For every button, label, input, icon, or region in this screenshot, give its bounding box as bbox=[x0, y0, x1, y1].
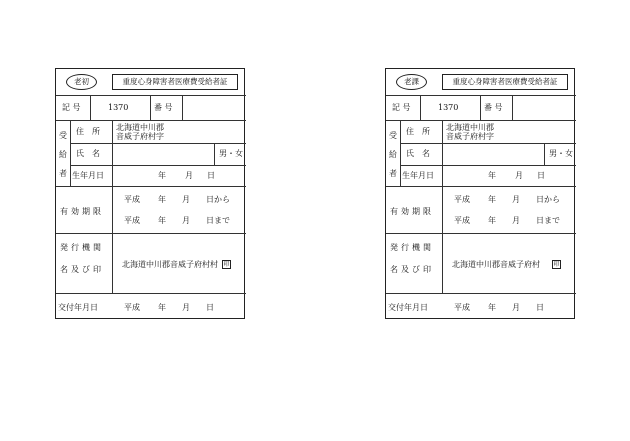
divider bbox=[150, 95, 151, 120]
divider bbox=[400, 120, 401, 186]
issue-date-label: 交付年月日 bbox=[388, 303, 428, 312]
divider bbox=[400, 165, 576, 166]
gender: 男・女 bbox=[219, 149, 243, 158]
valid-to-day: 日まで bbox=[206, 216, 230, 225]
issue-date-month: 月 bbox=[512, 303, 520, 312]
kigou-value: 1370 bbox=[438, 103, 459, 112]
divider bbox=[182, 95, 183, 120]
badge: 老課 bbox=[396, 74, 427, 90]
divider bbox=[112, 120, 113, 293]
valid-to-year: 年 bbox=[158, 216, 166, 225]
validity-label: 有効期限 bbox=[60, 207, 104, 216]
issue-date-month: 月 bbox=[182, 303, 190, 312]
issue-date-year: 年 bbox=[158, 303, 166, 312]
address-label: 住 所 bbox=[406, 127, 430, 136]
issuer-value: 北海道中川郡音威子府村村 bbox=[122, 260, 218, 269]
name-label: 氏 名 bbox=[406, 149, 430, 158]
dob-year: 年 bbox=[158, 171, 166, 180]
issue-date-era: 平成 bbox=[454, 303, 470, 312]
valid-from-year: 年 bbox=[158, 195, 166, 204]
kigou-value: 1370 bbox=[108, 103, 129, 112]
address-label: 住 所 bbox=[76, 127, 100, 136]
card-title: 重度心身障害者医療費受給者証 bbox=[112, 74, 238, 90]
issue-date-label: 交付年月日 bbox=[58, 303, 98, 312]
valid-from-year: 年 bbox=[488, 195, 496, 204]
name-label: 氏 名 bbox=[76, 149, 100, 158]
divider bbox=[70, 120, 71, 186]
recipient-label: 給 bbox=[59, 150, 67, 159]
issue-date-era: 平成 bbox=[124, 303, 140, 312]
dob-year: 年 bbox=[488, 171, 496, 180]
divider bbox=[56, 293, 246, 294]
valid-from-day: 日から bbox=[206, 195, 230, 204]
divider bbox=[386, 120, 576, 121]
certificate-card-left bbox=[55, 68, 245, 319]
divider bbox=[400, 143, 576, 144]
issuer-value: 北海道中川郡音威子府村 bbox=[452, 260, 540, 269]
divider bbox=[70, 143, 246, 144]
issue-date-year: 年 bbox=[488, 303, 496, 312]
recipient-label: 者 bbox=[389, 169, 397, 178]
divider bbox=[544, 143, 545, 165]
recipient-label: 受 bbox=[389, 131, 397, 140]
dob-label: 生年月日 bbox=[402, 171, 434, 180]
divider bbox=[420, 95, 421, 120]
dob-day: 日 bbox=[207, 171, 215, 180]
valid-to-month: 月 bbox=[512, 216, 520, 225]
valid-to-month: 月 bbox=[182, 216, 190, 225]
address-value: 北海道中川郡 bbox=[116, 123, 164, 132]
valid-from-month: 月 bbox=[182, 195, 190, 204]
seal-mark: 印 bbox=[553, 261, 560, 268]
issuer-label: 発行機関 bbox=[390, 243, 434, 252]
recipient-label: 者 bbox=[59, 169, 67, 178]
bangou-label: 番 号 bbox=[484, 103, 503, 112]
kigou-label: 記 号 bbox=[62, 103, 81, 112]
divider bbox=[442, 120, 443, 293]
dob-month: 月 bbox=[515, 171, 523, 180]
divider bbox=[512, 95, 513, 120]
valid-from-era: 平成 bbox=[124, 195, 140, 204]
address-value: 北海道中川郡 bbox=[446, 123, 494, 132]
valid-to-day: 日まで bbox=[536, 216, 560, 225]
divider bbox=[386, 186, 576, 187]
divider bbox=[386, 293, 576, 294]
dob-month: 月 bbox=[185, 171, 193, 180]
recipient-label: 給 bbox=[389, 150, 397, 159]
valid-from-day: 日から bbox=[536, 195, 560, 204]
issue-date-day: 日 bbox=[536, 303, 544, 312]
divider bbox=[480, 95, 481, 120]
divider bbox=[56, 186, 246, 187]
divider bbox=[56, 95, 246, 96]
gender: 男・女 bbox=[549, 149, 573, 158]
dob-label: 生年月日 bbox=[72, 171, 104, 180]
recipient-label: 受 bbox=[59, 131, 67, 140]
address-value: 音威子府村字 bbox=[446, 132, 494, 141]
divider bbox=[386, 95, 576, 96]
badge: 老初 bbox=[66, 74, 97, 90]
issuer-label: 発行機関 bbox=[60, 243, 104, 252]
certificate-card-right bbox=[385, 68, 575, 319]
issuer-label: 名及び印 bbox=[60, 265, 104, 274]
seal-mark: 印 bbox=[223, 261, 230, 268]
divider bbox=[214, 143, 215, 165]
card-title: 重度心身障害者医療費受給者証 bbox=[442, 74, 568, 90]
kigou-label: 記 号 bbox=[392, 103, 411, 112]
issue-date-day: 日 bbox=[206, 303, 214, 312]
valid-from-era: 平成 bbox=[454, 195, 470, 204]
valid-to-year: 年 bbox=[488, 216, 496, 225]
divider bbox=[56, 120, 246, 121]
dob-day: 日 bbox=[537, 171, 545, 180]
issuer-label: 名及び印 bbox=[390, 265, 434, 274]
address-value: 音威子府村字 bbox=[116, 132, 164, 141]
divider bbox=[56, 233, 246, 234]
bangou-label: 番 号 bbox=[154, 103, 173, 112]
divider bbox=[90, 95, 91, 120]
validity-label: 有効期限 bbox=[390, 207, 434, 216]
valid-to-era: 平成 bbox=[454, 216, 470, 225]
valid-to-era: 平成 bbox=[124, 216, 140, 225]
divider bbox=[70, 165, 246, 166]
valid-from-month: 月 bbox=[512, 195, 520, 204]
divider bbox=[386, 233, 576, 234]
